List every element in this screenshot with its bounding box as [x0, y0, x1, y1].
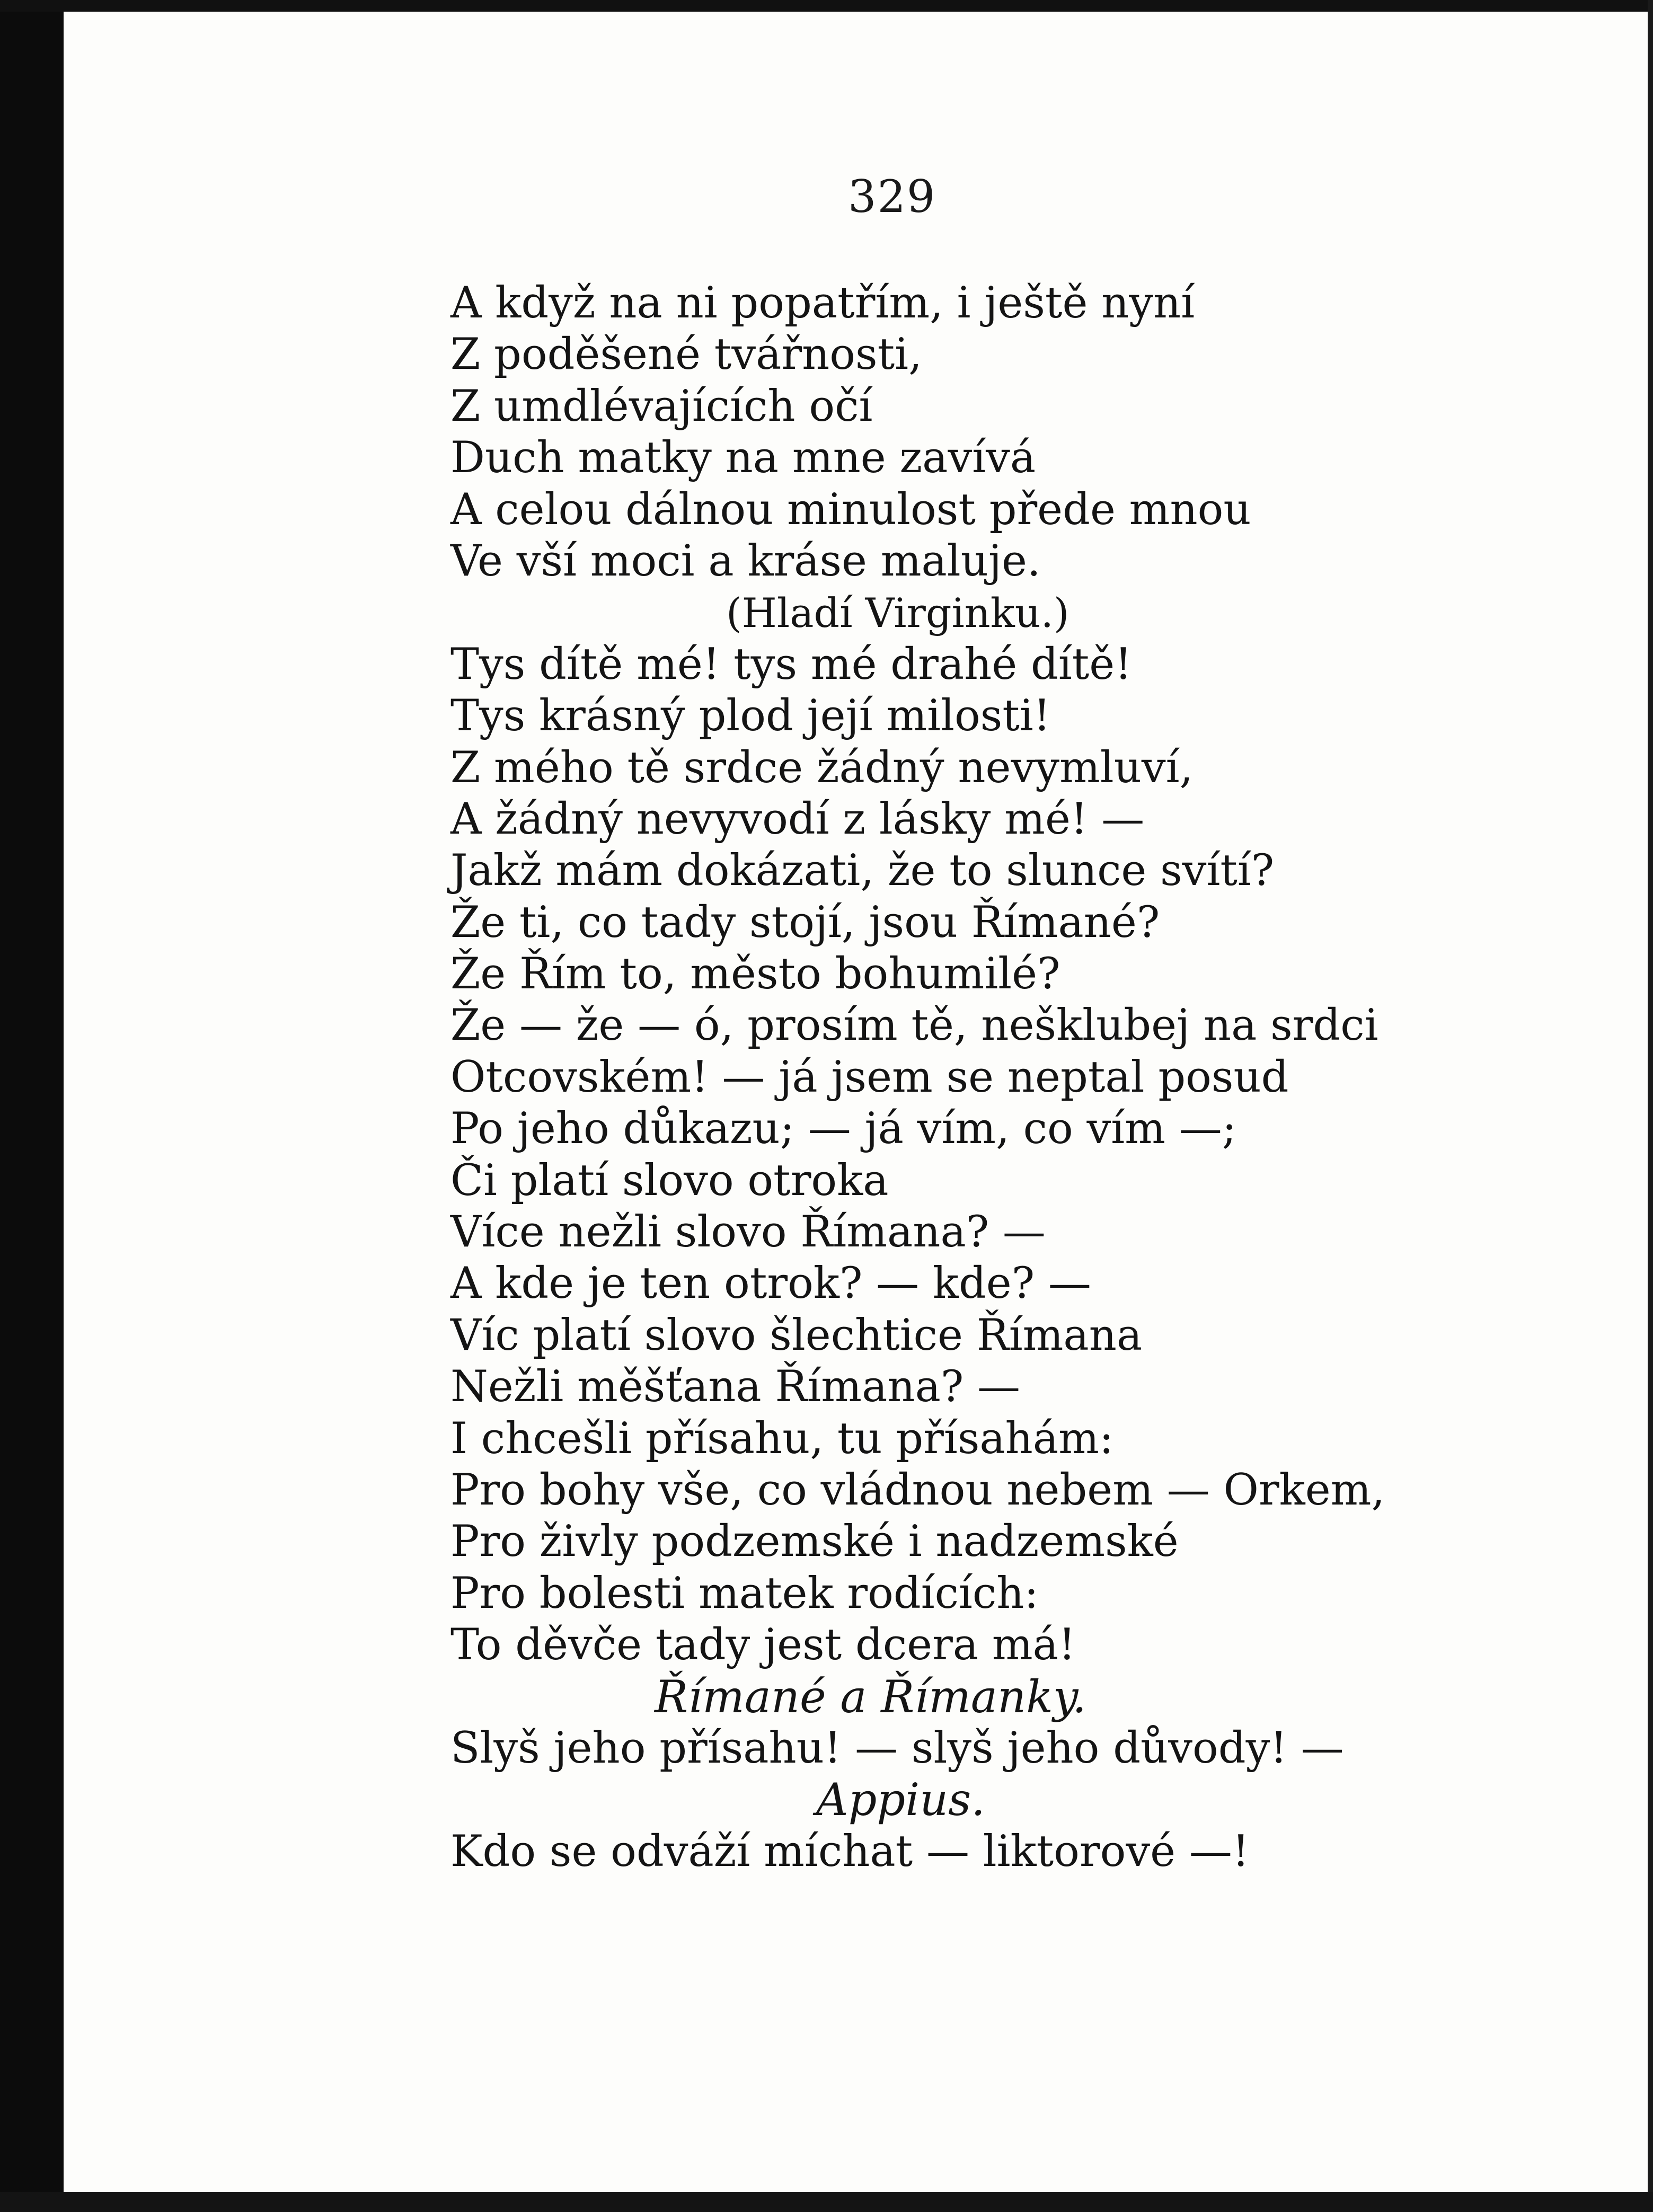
speaker-heading: Římané a Římanky. [655, 1670, 1086, 1723]
scan-border-left [0, 0, 64, 2212]
verse-line: A celou dálnou minulost přede mnou [450, 484, 1251, 535]
verse-line: Tys krásný plod její milosti! [450, 691, 1051, 741]
verse-line: To děvče tady jest dcera má! [450, 1620, 1076, 1670]
scan-border-top [0, 0, 1653, 12]
verse-line: Pro bolesti matek rodících: [450, 1568, 1039, 1618]
verse-line: A kde je ten otrok? — kde? — [450, 1259, 1091, 1309]
verse-line: Či platí slovo otroka [450, 1155, 889, 1206]
verse-line: Z umdlévajících očí [450, 381, 873, 431]
verse-line: Z mého tě srdce žádný nevymluví, [450, 742, 1194, 793]
verse-line: Že — že — ó, prosím tě, nešklubej na srdci [450, 1001, 1378, 1051]
verse-line: Kdo se odváží míchat — liktorové —! [450, 1826, 1250, 1877]
verse-line: I chcešli přísahu, tu přísahám: [450, 1413, 1114, 1464]
verse-line: Že ti, co tady stojí, jsou Římané? [450, 897, 1160, 948]
verse-line: Nežli měšťana Římana? — [450, 1362, 1021, 1412]
verse-line: Víc platí slovo šlechtice Římana [450, 1310, 1143, 1360]
verse-line: A když na ni popatřím, i ještě nyní [450, 278, 1195, 328]
verse-line: Pro bohy vše, co vládnou nebem — Orkem, [450, 1465, 1385, 1515]
verse-line: Duch matky na mne zavívá [450, 433, 1036, 483]
page-number: 329 [848, 171, 936, 223]
verse-line: Více nežli slovo Římana? — [450, 1207, 1046, 1258]
speaker-heading: Appius. [816, 1774, 985, 1826]
verse-line: A žádný nevyvodí z lásky mé! — [450, 794, 1145, 844]
book-page [64, 12, 1648, 2192]
verse-line: Po jeho důkazu; — já vím, co vím —; [450, 1104, 1236, 1154]
verse-line: Jakž mám dokázati, že to slunce svítí? [450, 846, 1275, 896]
verse-block [450, 278, 1648, 1878]
verse-line: Tys dítě mé! tys mé drahé dítě! [450, 639, 1132, 689]
verse-line: Ve vší moci a kráse maluje. [450, 536, 1041, 586]
verse-line: Z poděšené tvářnosti, [450, 330, 922, 380]
verse-line: Otcovském! — já jsem se neptal posud [450, 1052, 1289, 1102]
verse-line: Pro živly podzemské i nadzemské [450, 1517, 1179, 1567]
scan-border-bottom [0, 2192, 1653, 2212]
verse-line: Že Řím to, město bohumilé? [450, 949, 1060, 999]
scan-border-right [1648, 0, 1653, 2212]
verse-line: Slyš jeho přísahu! — slyš jeho důvody! — [450, 1723, 1344, 1773]
stage-direction: (Hladí Virginku.) [726, 589, 1069, 637]
